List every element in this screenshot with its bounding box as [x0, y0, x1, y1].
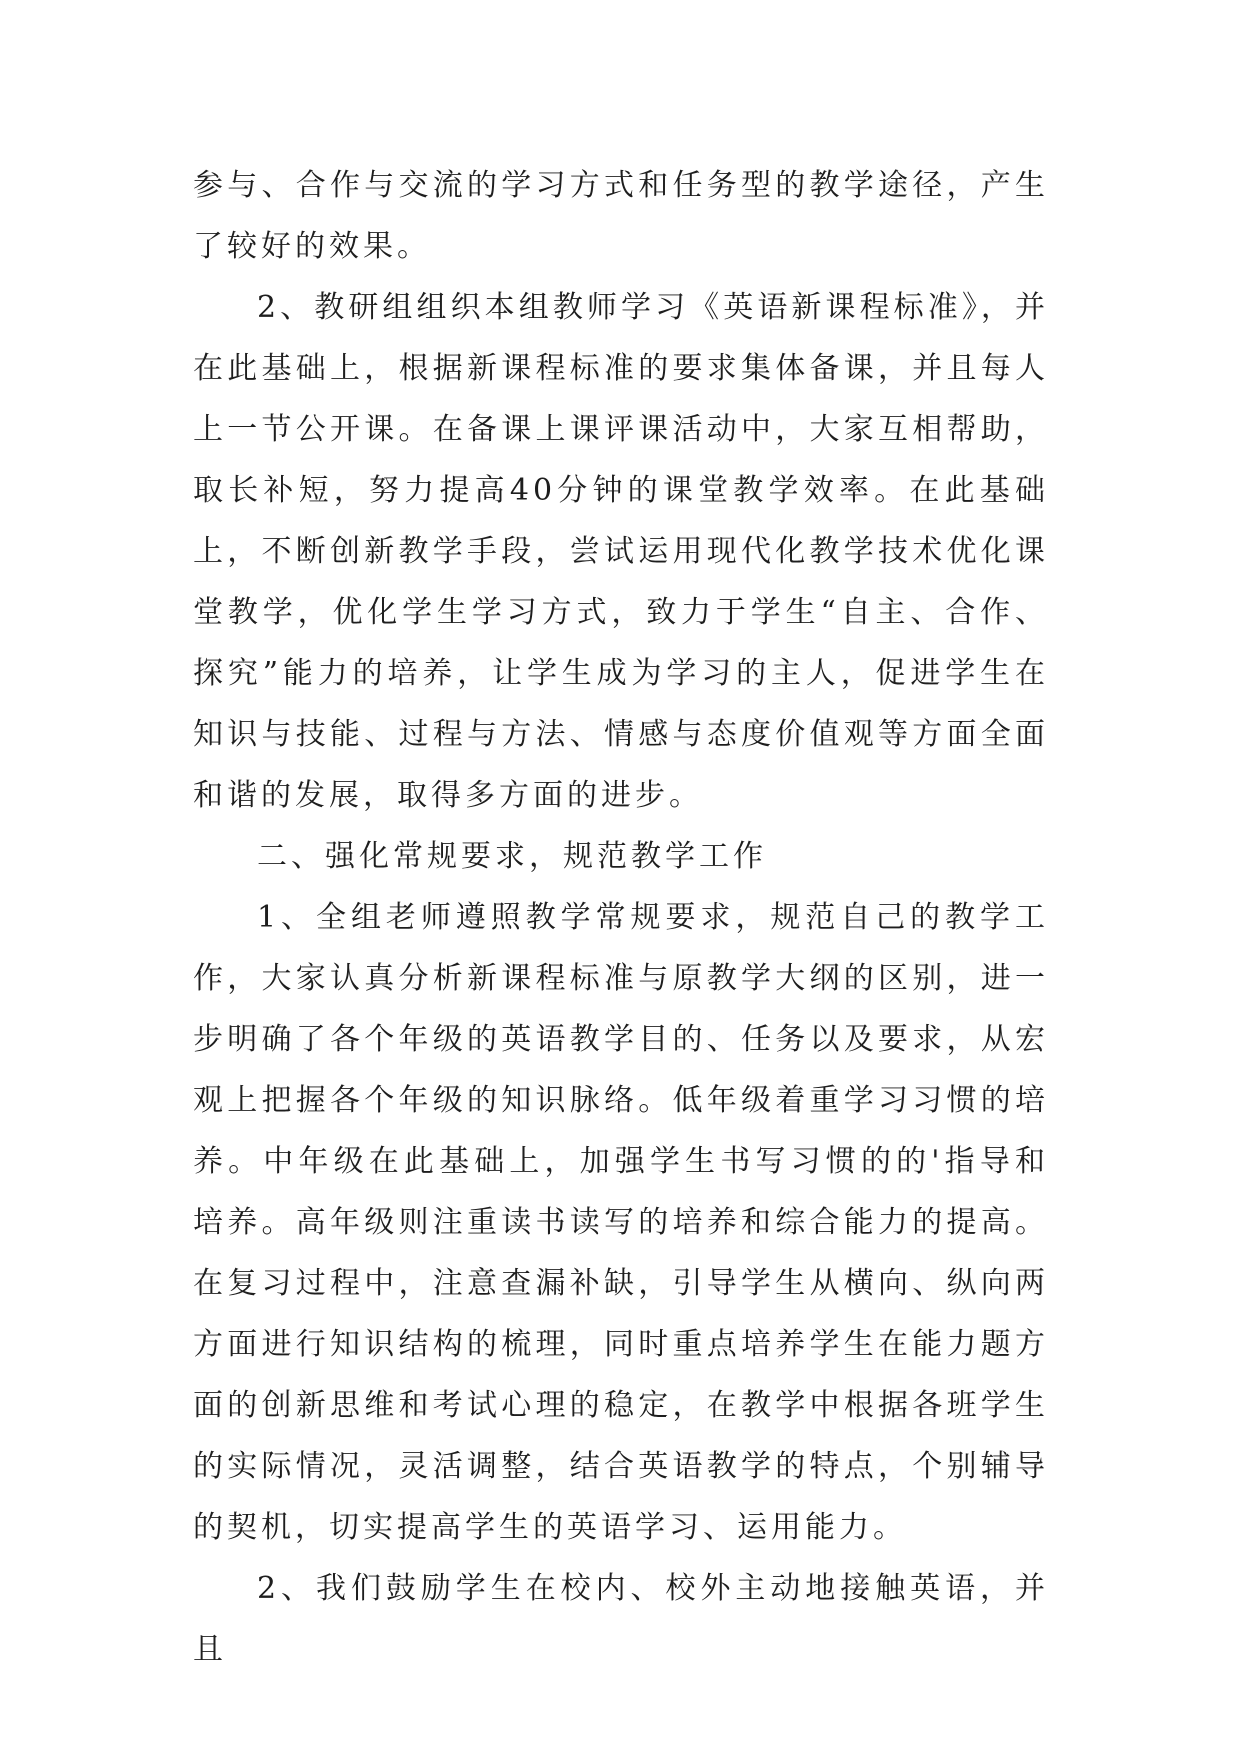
paragraph-item-2-curriculum-study: 2、教研组组织本组教师学习《英语新课程标准》，并在此基础上，根据新课程标准的要求集体备课，并且每人上一节公开课。在备课上课评课活动中，大家互相帮助，取长补短，努力提高40分钟的课堂教学效率。在此基础上，不断创新教学手段，尝试运用现代化教学技术优化课堂教学，优化学生学习方式，致力于学生“自主、合作、探究”能力的培养，让学生成为学习的主人，促进学生在知识与技能、过程与方法、情感与态度价值观等方面全面和谐的发展，取得多方面的进步。	[193, 290, 1049, 813]
section-heading-routine-requirements: 二、强化常规要求，规范教学工作	[257, 839, 767, 874]
paragraph-item-2-english-exposure: 2、我们鼓励学生在校内、校外主动地接触英语，并且	[193, 1571, 1049, 1667]
body-text	[193, 155, 1049, 1680]
paragraph-continued-results: 参与、合作与交流的学习方式和任务型的教学途径，产生了较好的效果。	[193, 168, 1049, 264]
paragraph-item-1-teaching-routine: 1、全组老师遵照教学常规要求，规范自己的教学工作，大家认真分析新课程标准与原教学大纲的区别，进一步明确了各个年级的英语教学目的、任务以及要求，从宏观上把握各个年级的知识脉络。低年级着重学习习惯的培养。中年级在此基础上，加强学生书写习惯的的'指导和培养。高年级则注重读书读写的培养和综合能力的提高。在复习过程中，注意查漏补缺，引导学生从横向、纵向两方面进行知识结构的梳理，同时重点培养学生在能力题方面的创新思维和考试心理的稳定，在教学中根据各班学生的实际情况，灵活调整，结合英语教学的特点，个别辅导的契机，切实提高学生的英语学习、运用能力。	[193, 900, 1049, 1545]
